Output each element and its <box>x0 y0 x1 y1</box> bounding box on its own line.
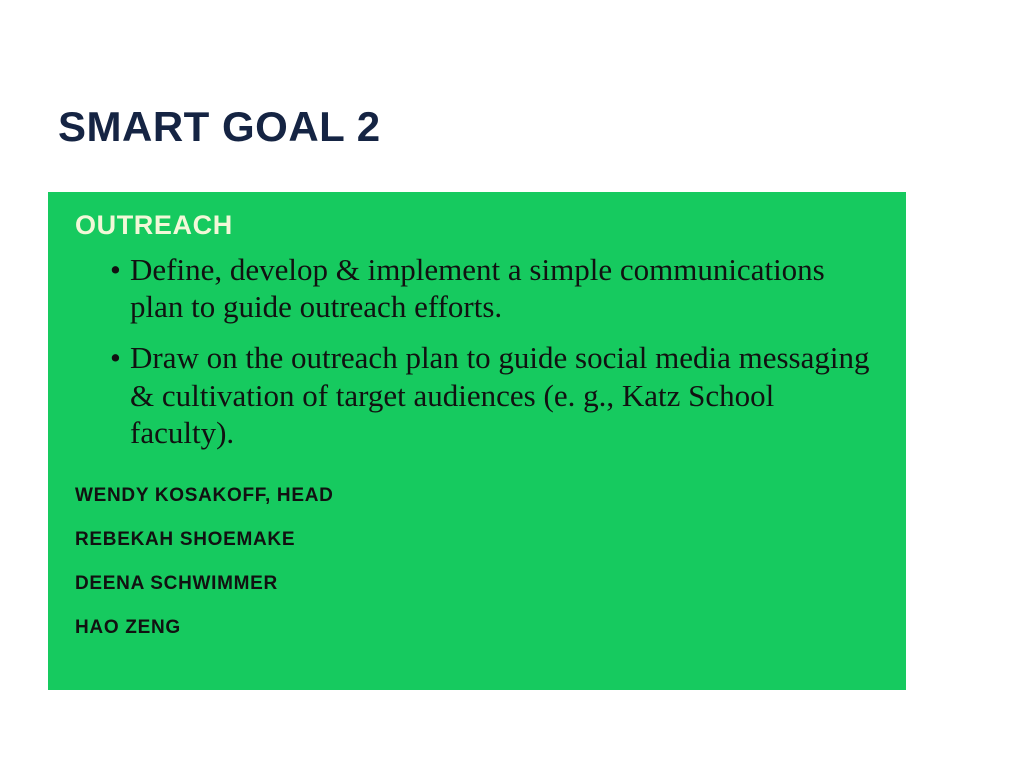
list-item-text: Define, develop & implement a simple communications plan to guide outreach efforts. <box>130 252 825 325</box>
bullet-marker-icon: • <box>110 252 121 287</box>
list-item <box>62 251 884 325</box>
list-item: WENDY KOSAKOFF, HEAD <box>75 484 334 506</box>
bullet-marker-icon: • <box>110 340 121 376</box>
section-subtitle: OUTREACH <box>75 210 233 240</box>
content-panel <box>48 192 906 690</box>
list-item: REBEKAH SHOEMAKE <box>75 528 296 550</box>
list-item <box>62 339 884 451</box>
team-member-list <box>75 485 884 639</box>
page-title: SMART GOAL 2 <box>58 103 381 150</box>
list-item: DEENA SCHWIMMER <box>75 572 278 594</box>
list-item: HAO ZENG <box>75 616 181 638</box>
bullet-list <box>62 251 884 451</box>
list-item-text: Draw on the outreach plan to guide social media messaging & cultivation of target audiences (e. g., Katz School faculty). <box>130 340 870 450</box>
